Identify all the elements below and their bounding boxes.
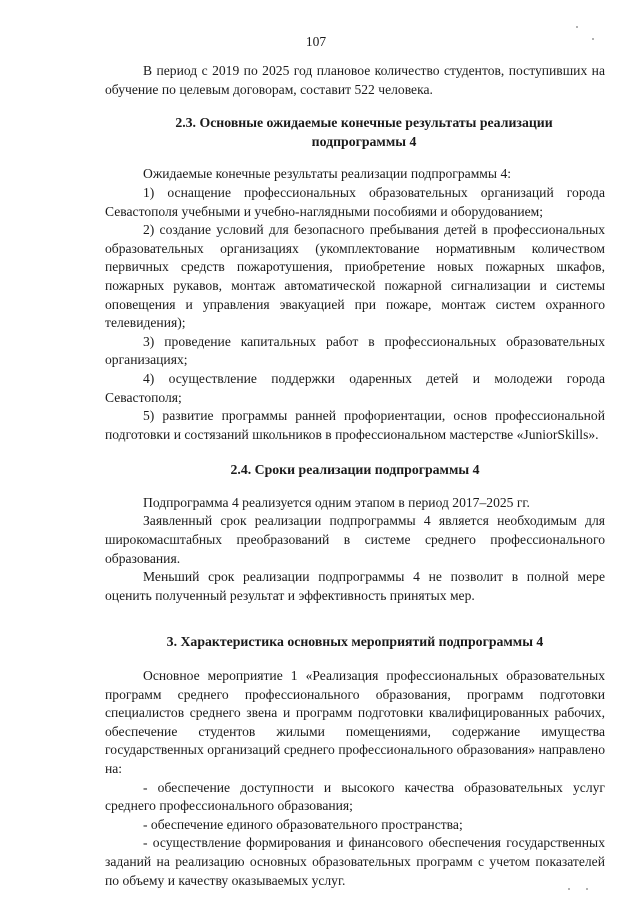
scan-speck	[568, 888, 570, 890]
scan-speck	[586, 888, 588, 890]
page-body	[105, 62, 605, 890]
section-2-3-heading	[105, 114, 605, 151]
section-2-3-title-line1: 2.3. Основные ожидаемые конечные результаты реализации	[175, 115, 553, 131]
section-2-3-title-line2: подпрограммы 4	[311, 133, 417, 149]
scan-speck	[576, 26, 578, 28]
intro-paragraph: В период с 2019 по 2025 год плановое количество студентов, поступивших на обучение по целевым договорам, составит 522 человека.	[105, 63, 605, 97]
page-number: 107	[305, 34, 327, 49]
result-item-5: 5) развитие программы ранней профориентации, основ профессиональной подготовки и состязаний школьников в профессиональном мастерстве «JuniorSkills».	[105, 408, 605, 442]
result-item-1: 1) оснащение профессиональных образовательных организаций города Севастополя учебными и учебно-наглядными пособиями и оборудованием;	[105, 184, 605, 219]
measure-bullet-3: - осуществление формирования и финансового обеспечения государственных заданий на реализацию основных образовательных программ с учетом показателей по объему и качеству оказываемых услуг.	[105, 835, 605, 888]
measure-bullet-1: - обеспечение доступности и высокого качества образовательных услуг среднего профессионального образования;	[105, 779, 605, 814]
section-2-4-paragraph-3: Меньший срок реализации подпрограммы 4 не позволит в полной мере оценить полученный результат и эффективность принятых мер.	[105, 569, 605, 603]
section-2-4-paragraph-2: Заявленный срок реализации подпрограммы 4 является необходимым для широкомасштабных преобразований в системе среднего профессионального образования.	[105, 513, 605, 566]
section-2-3-lead: Ожидаемые конечные результаты реализации подпрограммы 4:	[143, 166, 512, 182]
result-item-2: 2) создание условий для безопасного пребывания детей в профессиональных образовательных организациях (укомплектование нормативным количеством первичных средств пожаротушения, приобретение новых пожарных шкафов, пожарных рукавов, монтаж автоматической пожарной сигнализации и системы оповещения и управления эвакуацией при пожаре, монтаж систем охранного телевидения);	[105, 222, 605, 331]
section-3-heading: 3. Характеристика основных мероприятий подпрограммы 4	[166, 634, 544, 650]
scan-speck	[592, 38, 594, 40]
measure-bullet-2: - обеспечение единого образовательного пространства;	[143, 816, 463, 832]
result-item-3: 3) проведение капитальных работ в профессиональных образовательных организациях;	[105, 333, 605, 368]
section-2-4-heading: 2.4. Сроки реализации подпрограммы 4	[230, 462, 480, 478]
section-3-lead: Основное мероприятие 1 «Реализация профессиональных образовательных программ среднего профессионального образования, программ подготовки специалистов среднего звена и программ подготовки квалифицированных рабочих, обеспечение студентов жилыми помещениями, содержание имущества государственных организаций среднего профессионального образования» направлено на:	[105, 668, 605, 776]
section-2-4-paragraph-1: Подпрограмма 4 реализуется одним этапом в период 2017–2025 гг.	[143, 494, 530, 510]
result-item-4: 4) осуществление поддержки одаренных детей и молодежи города Севастополя;	[105, 370, 605, 405]
